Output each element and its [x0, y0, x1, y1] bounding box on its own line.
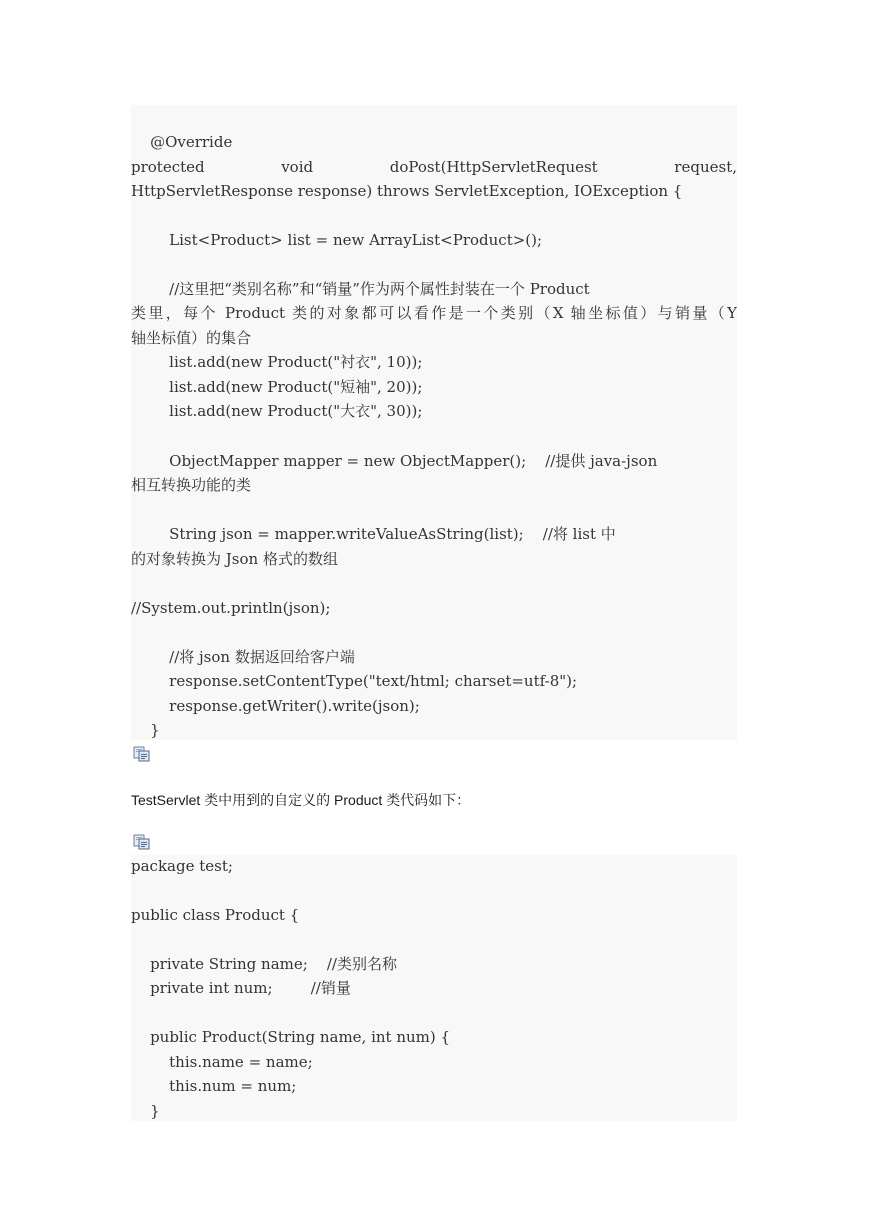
code-line: list.add(new Product("短袖", 20)); [131, 378, 423, 396]
code-line: 相互转换功能的类 [131, 476, 252, 494]
code-line: } [131, 1102, 160, 1120]
code-line: package test; [131, 857, 233, 875]
code-line: 的对象转换为 Json 格式的数组 [131, 550, 338, 568]
code-line: public class Product { [131, 906, 300, 924]
code-line: this.num = num; [131, 1077, 297, 1095]
code-line: 轴坐标值）的集合 [131, 329, 252, 347]
copy-code-icon[interactable] [133, 746, 151, 762]
code-line: this.name = name; [131, 1053, 313, 1071]
code-line: list.add(new Product("大衣", 30)); [131, 402, 423, 420]
code-line: //将 json 数据返回给客户端 [131, 648, 355, 666]
code-line: private String name; //类别名称 [131, 955, 397, 973]
code-line: public Product(String name, int num) { [131, 1028, 451, 1046]
code-line: 类里，每个 Product 类的对象都可以看作是一个类别（X 轴坐标值）与销量（Y [131, 304, 737, 322]
copy-code-icon[interactable] [133, 834, 151, 850]
code-line: HttpServletResponse response) throws ServletException, IOException { [131, 182, 683, 200]
code-line: String json = mapper.writeValueAsString(list); //将 list 中 [131, 525, 616, 543]
code-line: @Override [131, 133, 233, 151]
code-line: protected void doPost(HttpServletRequest request, [131, 158, 737, 176]
code-line: //System.out.println(json); [131, 599, 331, 617]
code-line: } [131, 721, 160, 739]
code-line: list.add(new Product("衬衣", 10)); [131, 353, 423, 371]
code-line: ObjectMapper mapper = new ObjectMapper(); //提供 java-json [131, 452, 658, 470]
code-line: private int num; //销量 [131, 979, 351, 997]
code-line: response.getWriter().write(json); [131, 697, 420, 715]
caption-text: TestServlet 类中用到的自定义的 Product 类代码如下： [131, 792, 471, 808]
code-line: //这里把“类别名称”和“销量”作为两个属性封装在一个 Product [131, 280, 590, 298]
code-line: response.setContentType("text/html; charset=utf-8"); [131, 672, 578, 690]
code-line: List<Product> list = new ArrayList<Product>(); [131, 231, 543, 249]
